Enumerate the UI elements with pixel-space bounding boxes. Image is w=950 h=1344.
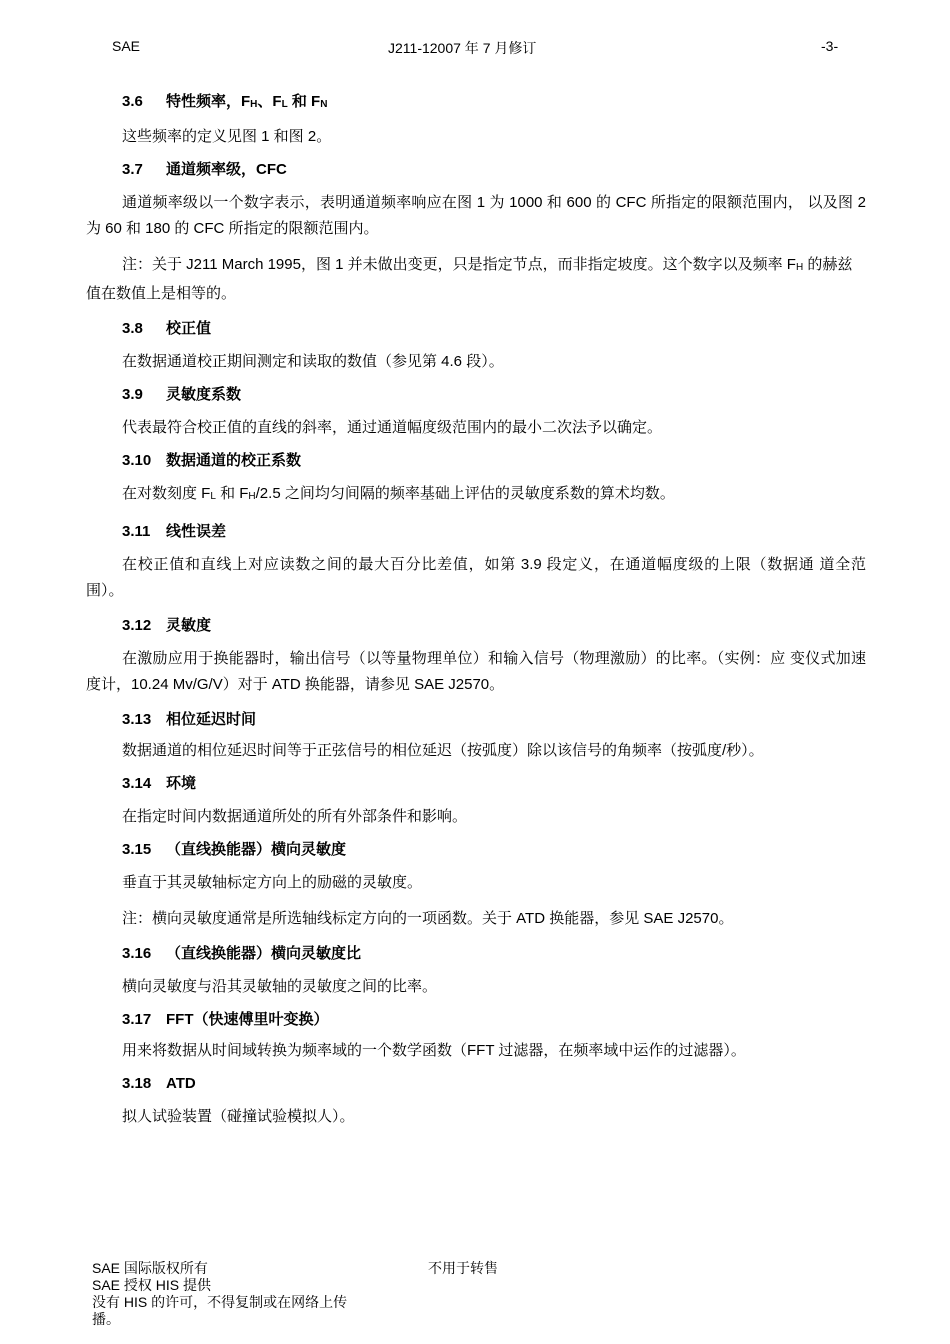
section-number: 3.6 — [122, 93, 143, 110]
section-number: 3.15 — [122, 841, 152, 858]
section-heading-3-6 — [122, 92, 866, 112]
subscript-l: L — [281, 99, 288, 110]
note-3-7 — [86, 252, 866, 307]
section-heading-3-15 — [122, 840, 866, 860]
section-heading-3-18 — [122, 1074, 866, 1094]
document-body — [86, 92, 866, 1130]
section-number: 3.12 — [122, 617, 152, 634]
paragraph-3-7: 通道频率级以一个数字表示，表明通道频率响应在图 1 为 1000 和 600 的 CFC 所指定的限额范围内， 以及图 2 为 60 和 180 的 CFC 所指定的限额范围内。 — [86, 194, 866, 237]
footer-not-for-resale: 不用于转售 — [428, 1260, 498, 1276]
section-number: 3.11 — [122, 523, 151, 540]
note-3-15: 注：横向灵敏度通常是所选轴线标定方向的一项函数。关于 ATD 换能器，参见 SAE J2570。 — [122, 910, 734, 927]
footer-line: 没有 HIS 的许可，不得复制或在网络上传播。 — [92, 1294, 348, 1327]
note-text-part: 的赫兹值在数值上是相等的。 — [86, 256, 853, 302]
paragraph-3-6: 这些频率的定义见图 1 和图 2。 — [122, 128, 332, 145]
paragraph-3-18: 拟人试验装置（碰撞试验模拟人）。 — [122, 1108, 355, 1125]
paragraph-3-8: 在数据通道校正期间测定和读取的数值（参见第 4.6 段）。 — [122, 353, 504, 370]
subscript-h: H — [248, 491, 256, 502]
section-number: 3.14 — [122, 775, 152, 792]
subscript-h: H — [795, 262, 804, 273]
section-heading-3-17 — [122, 1010, 866, 1030]
section-title: 环境 — [166, 775, 197, 792]
section-heading-3-14 — [122, 774, 866, 794]
subscript-h: H — [250, 99, 258, 110]
footer-line: SAE 授权 HIS 提供 — [92, 1277, 212, 1293]
header-left: SAE — [112, 38, 141, 54]
section-title: 通道频率级，CFC — [166, 161, 287, 178]
paragraph-3-13: 数据通道的相位延迟时间等于正弦信号的相位延迟（按弧度）除以该信号的角频率（按弧度/秒）。 — [122, 742, 764, 759]
section-title-part: 和 F — [287, 93, 321, 110]
paragraph-3-9: 代表最符合校正值的直线的斜率，通过通道幅度级范围内的最小二次法予以确定。 — [122, 419, 663, 436]
section-number: 3.16 — [122, 945, 152, 962]
paragraph-3-10 — [86, 481, 866, 510]
paragraph-3-12: 在激励应用于换能器时，输出信号（以等量物理单位）和输入信号（物理激励）的比率。（实例：应 变仪式加速度计，10.24 Mv/G/V）对于 ATD 换能器，请参见 SAE J2570。 — [86, 650, 866, 693]
section-heading-3-9 — [122, 385, 866, 405]
paragraph-text-part: /2.5 之间均匀间隔的频率基础上评估的灵敏度系数的算术均数。 — [255, 485, 675, 502]
paragraph-3-14: 在指定时间内数据通道所处的所有外部条件和影响。 — [122, 808, 468, 825]
footer-copyright — [92, 1260, 362, 1328]
section-heading-3-10 — [122, 451, 866, 471]
section-heading-3-11 — [122, 522, 866, 542]
section-title-part: 、F — [257, 93, 282, 110]
section-title: （直线换能器）横向灵敏度比 — [166, 945, 362, 962]
subscript-l: L — [210, 491, 216, 502]
section-title: 校正值 — [166, 320, 212, 337]
paragraph-3-16: 横向灵敏度与沿其灵敏轴的灵敏度之间的比率。 — [122, 978, 438, 995]
section-number: 3.13 — [122, 711, 152, 728]
section-title: FFT（快速傅里叶变换） — [166, 1011, 329, 1028]
section-title: ATD — [166, 1075, 196, 1092]
header-page-number: -3- — [821, 38, 839, 54]
section-title: 灵敏度系数 — [166, 386, 242, 403]
section-number: 3.17 — [122, 1011, 152, 1028]
section-number: 3.7 — [122, 161, 143, 178]
subscript-n: N — [320, 99, 328, 110]
section-title: （直线换能器）横向灵敏度 — [166, 841, 347, 858]
section-number: 3.9 — [122, 386, 143, 403]
section-number: 3.18 — [122, 1075, 152, 1092]
paragraph-text-part: 在对数刻度 F — [122, 485, 211, 502]
paragraph-3-11: 在校正值和直线上对应读数之间的最大百分比差值，如第 3.9 段定义，在通道幅度级的上限（数据通 道全范围）。 — [86, 556, 866, 599]
header-center: J211-12007 年 7 月修订 — [388, 40, 537, 56]
section-title-part: 特性频率，F — [166, 93, 251, 110]
section-title: 线性误差 — [166, 523, 227, 540]
section-title: 数据通道的校正系数 — [166, 452, 302, 469]
paragraph-3-17: 用来将数据从时间域转换为频率域的一个数学函数（FFT 过滤器，在频率域中运作的过滤器）。 — [122, 1042, 746, 1059]
section-number: 3.8 — [122, 320, 143, 337]
section-heading-3-16 — [122, 944, 866, 964]
paragraph-3-15: 垂直于其灵敏轴标定方向上的励磁的灵敏度。 — [122, 874, 423, 891]
section-number: 3.10 — [122, 452, 152, 469]
paragraph-text-part: 和 F — [215, 485, 249, 502]
footer-line: SAE 国际版权所有 — [92, 1260, 208, 1276]
section-heading-3-12 — [122, 616, 866, 636]
note-text-part: 注：关于 J211 March 1995，图 1 并未做出变更，只是指定节点，而非指定坡度。这个数字以及频率 F — [122, 256, 796, 273]
section-heading-3-13 — [122, 710, 866, 730]
section-title: 灵敏度 — [166, 617, 212, 634]
section-title: 相位延迟时间 — [166, 711, 257, 728]
section-heading-3-8 — [122, 319, 866, 339]
section-heading-3-7 — [122, 160, 866, 180]
